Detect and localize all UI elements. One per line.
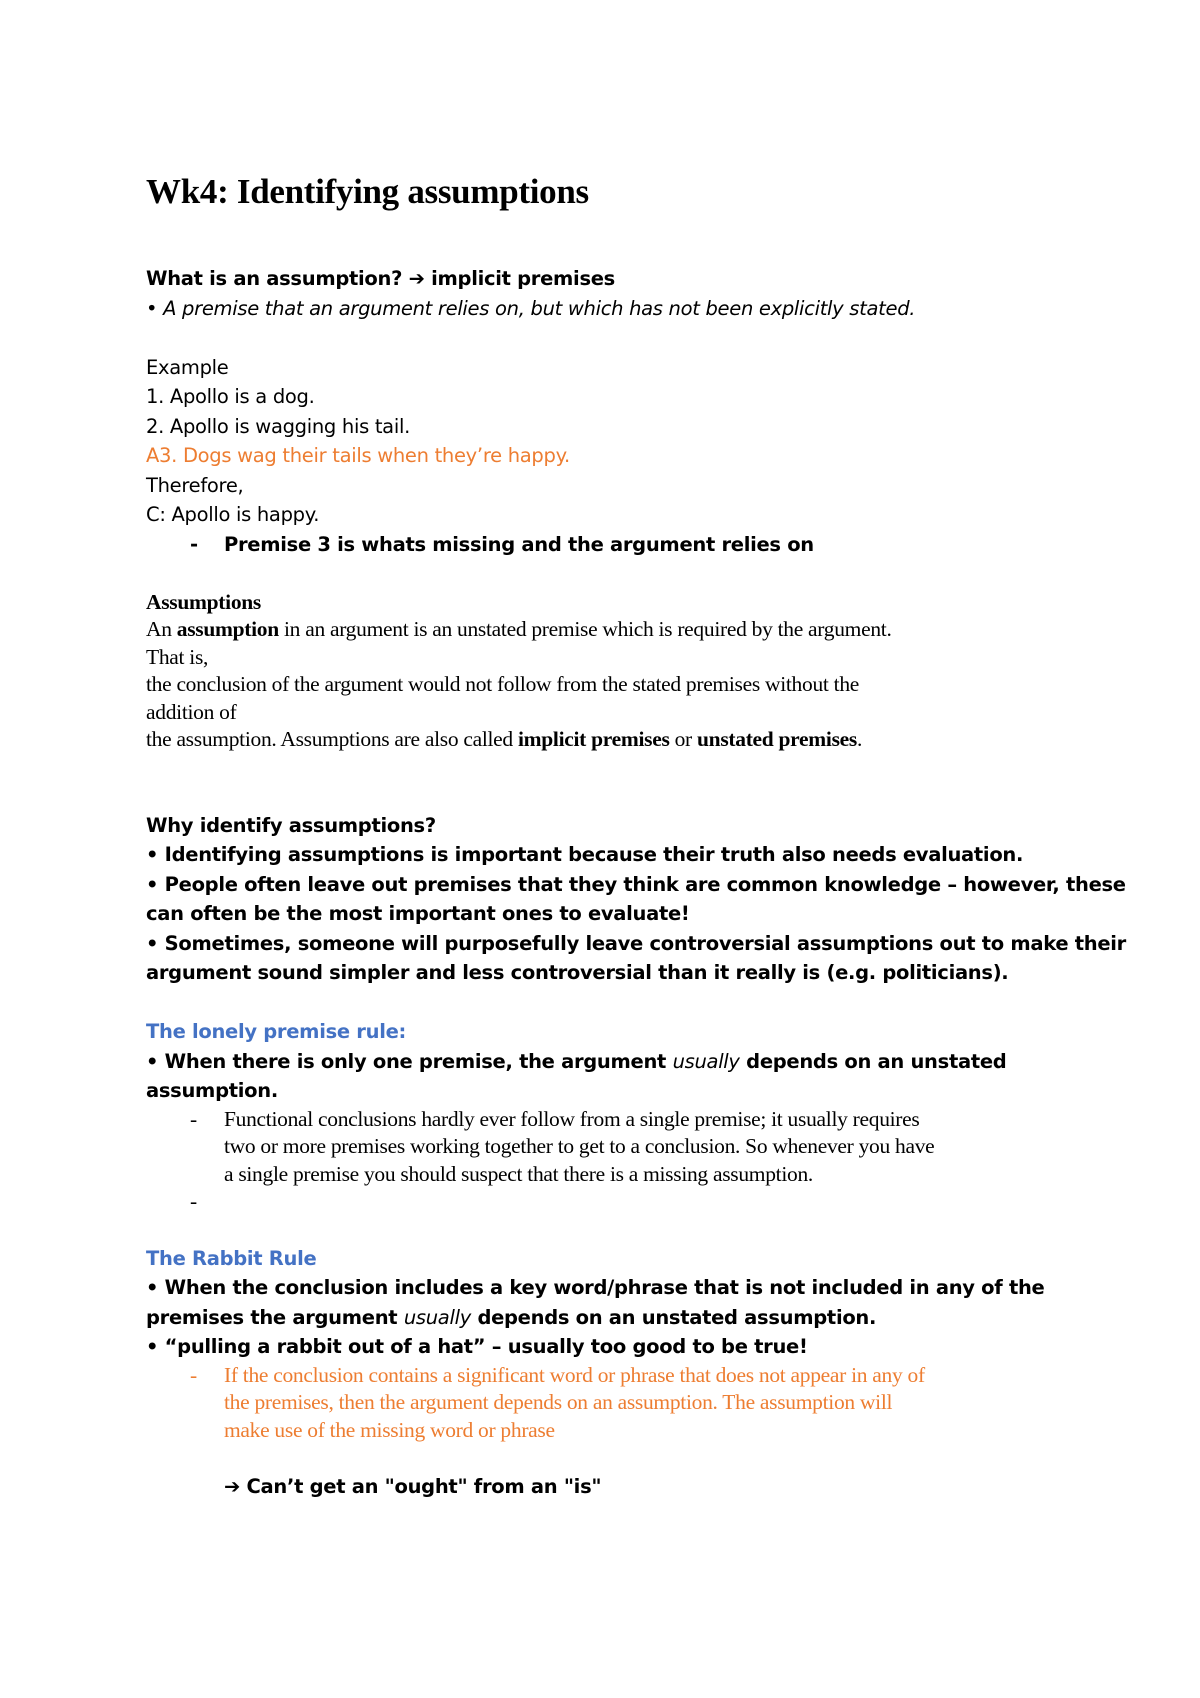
rabbit-bullet-1-line-2 <box>146 1303 1076 1333</box>
example-assumption-3: A3. Dogs wag their tails when they’re happy. <box>146 444 570 467</box>
rabbit-sub-line-3: make use of the missing word or phrase <box>224 1417 555 1442</box>
lonely-sub-line-3: a single premise you should suspect that there is a missing assumption. <box>224 1161 813 1186</box>
term-unstated-premises: unstated premises <box>697 727 857 751</box>
why-bullet-3-line-1: • Sometimes, someone will purposefully leave controversial assumptions out to make their <box>146 931 1126 955</box>
example-premise-2: 2. Apollo is wagging his tail. <box>146 414 410 438</box>
example-note-text: Premise 3 is whats missing and the argument relies on <box>224 532 814 556</box>
lonely-sub-line-2: two or more premises working together to get to a conclusion. So whenever you have <box>224 1134 935 1158</box>
why-heading: Why identify assumptions? <box>146 813 436 837</box>
text-span: premises the argument <box>146 1305 398 1329</box>
text-span: the assumption. Assumptions are also called <box>146 727 513 751</box>
rabbit-final-note <box>146 1472 1076 1502</box>
lonely-premise-heading: The lonely premise rule: <box>146 1020 407 1043</box>
why-bullet-1: • Identifying assumptions is important because their truth also needs evaluation. <box>146 843 1024 866</box>
document-body <box>146 172 1126 1502</box>
dash-bullet: - <box>190 532 198 556</box>
assumption-question-heading <box>146 264 1076 294</box>
question-answer: implicit premises <box>431 267 615 290</box>
text-span: depends on an unstated <box>746 1049 1007 1073</box>
page-title: Wk4: Identifying assumptions <box>146 172 589 211</box>
dash-bullet: - <box>190 1106 197 1131</box>
emphasis-usually: usually <box>403 1305 471 1329</box>
lonely-bullet-line-2: assumption. <box>146 1079 278 1102</box>
dash-bullet: - <box>190 1362 197 1387</box>
assumptions-heading: Assumptions <box>146 589 261 614</box>
rabbit-final-text: Can’t get an "ought" from an "is" <box>246 1475 602 1498</box>
text-span: or <box>674 727 692 751</box>
rabbit-bullet-2: • “pulling a rabbit out of a hat” – usually too good to be true! <box>146 1335 808 1358</box>
example-premise-1: 1. Apollo is a dog. <box>146 385 315 408</box>
rabbit-bullet-1-line-1: • When the conclusion includes a key word/phrase that is not included in any of the <box>146 1276 1045 1299</box>
assumptions-line-5 <box>146 726 1076 754</box>
text-span: • When there is only one premise, the argument <box>146 1049 667 1073</box>
why-bullet-2-line-1: • People often leave out premises that they think are common knowledge – however, these <box>146 872 1126 896</box>
example-therefore: Therefore, <box>146 473 244 497</box>
rabbit-rule-heading: The Rabbit Rule <box>146 1246 317 1270</box>
assumption-definition: • A premise that an argument relies on, but which has not been explicitly stated. <box>146 296 916 320</box>
term-assumption: assumption <box>176 617 279 641</box>
assumptions-line-3: the conclusion of the argument would not follow from the stated premises without the <box>146 672 860 696</box>
lonely-bullet-line-1 <box>146 1047 1076 1077</box>
term-implicit-premises: implicit premises <box>517 727 670 751</box>
rabbit-sub-bullet <box>146 1362 1076 1445</box>
assumptions-line-4: addition of <box>146 699 237 724</box>
dash-bullet: - <box>190 1189 197 1213</box>
text-span: An <box>146 617 172 641</box>
text-span: . <box>856 727 863 751</box>
assumptions-line-1 <box>146 616 1076 644</box>
text-span: in an argument is an unstated premise which is required by the argument. <box>284 617 892 641</box>
rabbit-sub-line-2: the premises, then the argument depends on an assumption. The assumption will <box>224 1390 893 1414</box>
assumptions-line-2: That is, <box>146 644 209 669</box>
rabbit-sub-line-1: If the conclusion contains a significant word or phrase that does not appear in any of <box>224 1362 925 1387</box>
lonely-sub-line-1: Functional conclusions hardly ever follow from a single premise; it usually requires <box>224 1106 920 1131</box>
example-note <box>146 530 1076 560</box>
emphasis-usually: usually <box>672 1049 740 1073</box>
question-text: What is an assumption? <box>146 267 403 290</box>
lonely-sub-bullet <box>146 1106 1076 1189</box>
arrow-icon: ➔ <box>224 1475 241 1498</box>
example-label: Example <box>146 355 229 379</box>
why-bullet-2-line-2: can often be the most important ones to evaluate! <box>146 902 690 925</box>
example-conclusion: C: Apollo is happy. <box>146 503 320 526</box>
arrow-icon: ➔ <box>408 267 425 290</box>
lonely-empty-bullet <box>146 1188 1076 1216</box>
text-span: depends on an unstated assumption. <box>477 1305 877 1329</box>
why-bullet-3-line-2: argument sound simpler and less controversial than it really is (e.g. politicians). <box>146 961 1009 984</box>
